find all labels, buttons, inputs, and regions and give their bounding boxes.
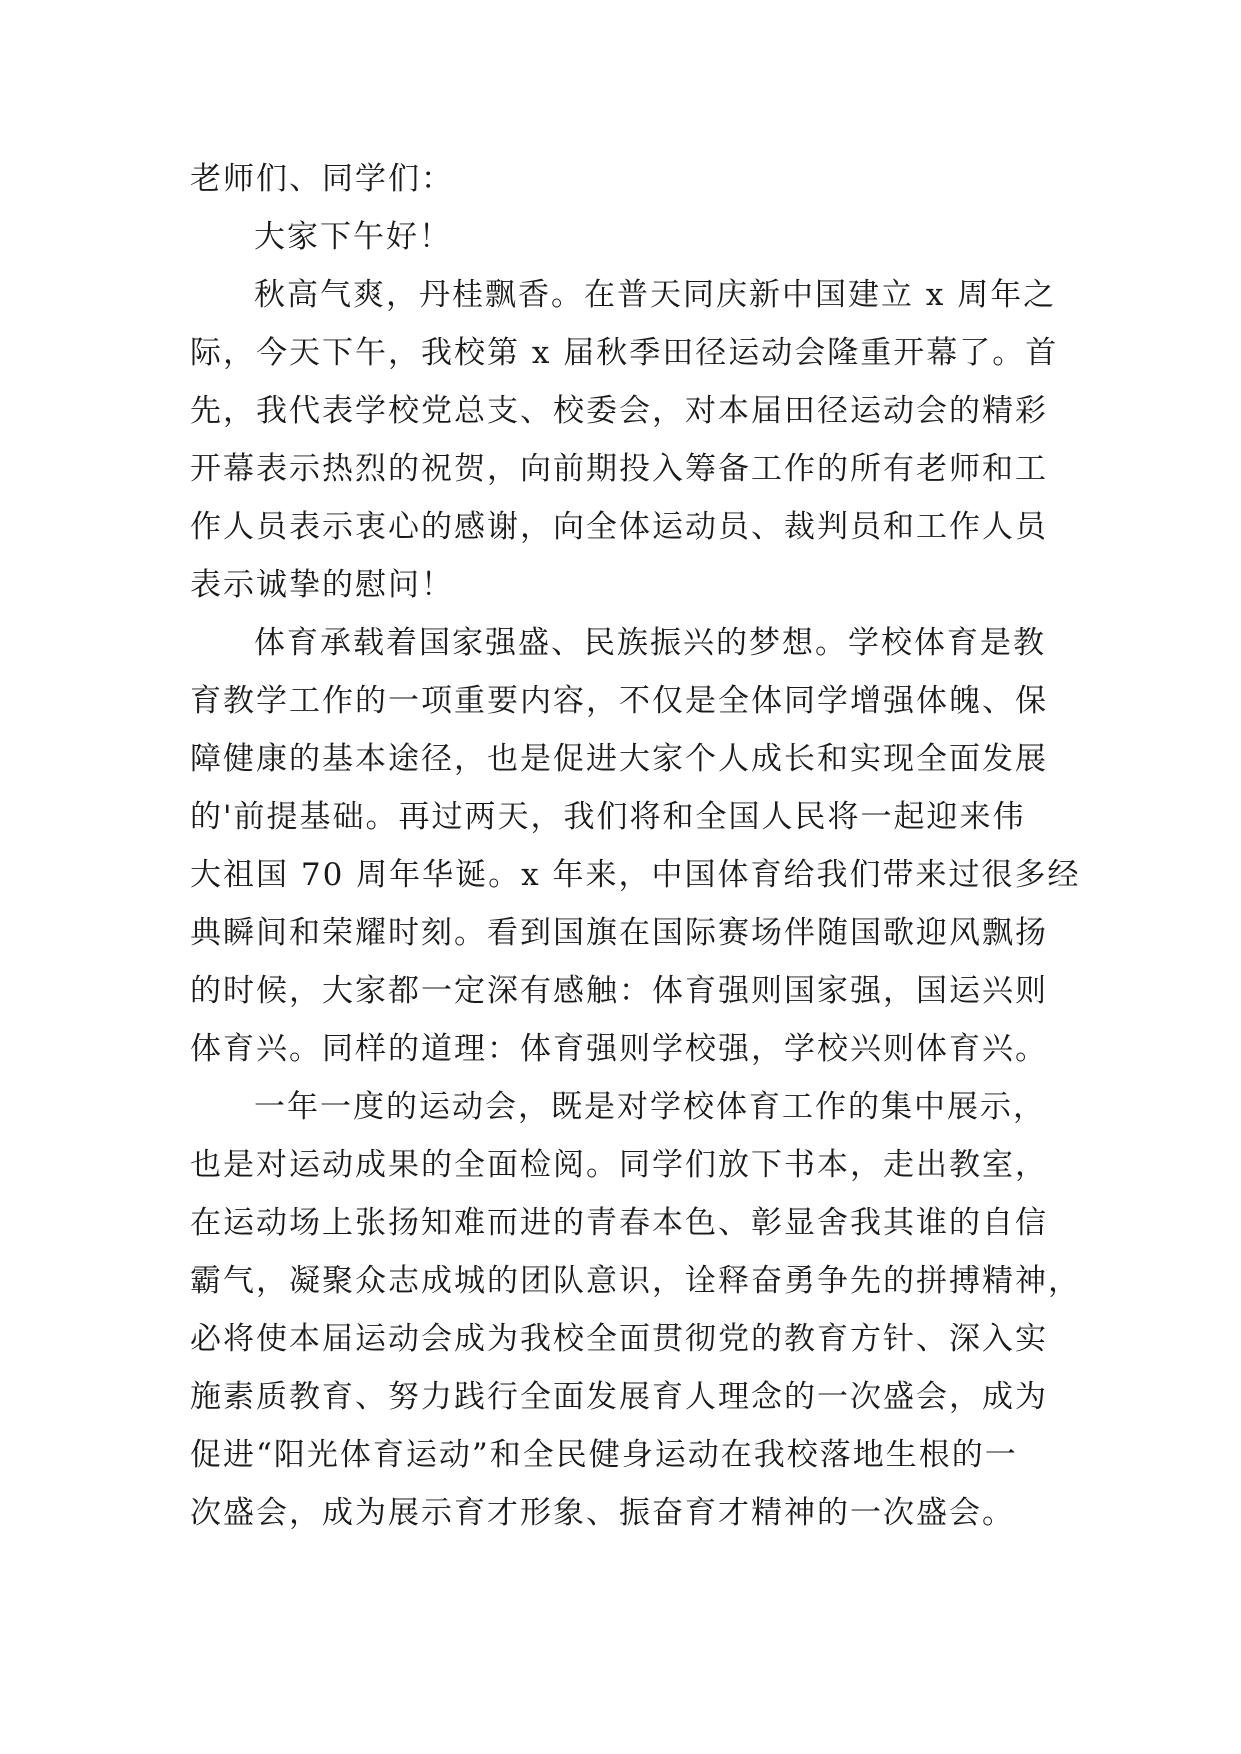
- paragraph-1-line: 先，我代表学校党总支、校委会，对本届田径运动会的精彩: [190, 393, 1048, 429]
- paragraph-3-line: 施素质教育、努力践行全面发展育人理念的一次盛会，成为: [190, 1379, 1048, 1415]
- salutation: 老师们、同学们：: [190, 161, 454, 197]
- paragraph-3-line: 必将使本届运动会成为我校全面贯彻党的教育方针、深入实: [190, 1321, 1048, 1357]
- paragraph-1-line: 际，今天下午，我校第 x 届秋季田径运动会隆重开幕了。首: [190, 335, 1059, 371]
- greeting: 大家下午好！: [254, 219, 452, 255]
- paragraph-2-line: 的时候，大家都一定深有感触：体育强则国家强，国运兴则: [190, 973, 1048, 1009]
- paragraph-2-line: 体育承载着国家强盛、民族振兴的梦想。学校体育是教: [254, 625, 1046, 661]
- speech-text: [190, 150, 1081, 1542]
- paragraph-2-line: 的'前提基础。再过两天，我们将和全国人民将一起迎来伟: [190, 799, 1026, 835]
- paragraph-3-line: 次盛会，成为展示育才形象、振奋育才精神的一次盛会。: [190, 1495, 1015, 1531]
- paragraph-3-line: 霸气，凝聚众志成城的团队意识，诠释奋勇争先的拼搏精神，: [190, 1263, 1081, 1299]
- paragraph-1-line: 作人员表示衷心的感谢，向全体运动员、裁判员和工作人员: [190, 509, 1048, 545]
- paragraph-2-line: 障健康的基本途径，也是促进大家个人成长和实现全面发展: [190, 741, 1048, 777]
- paragraph-2-line: 典瞬间和荣耀时刻。看到国旗在国际赛场伴随国歌迎风飘扬: [190, 915, 1048, 951]
- paragraph-1-line: 表示诚挚的慰问！: [190, 567, 454, 603]
- paragraph-1-line: 秋高气爽，丹桂飘香。在普天同庆新中国建立 x 周年之: [254, 277, 1057, 313]
- paragraph-2-line: 体育兴。同样的道理：体育强则学校强，学校兴则体育兴。: [190, 1031, 1048, 1067]
- paragraph-3-line: 促进“阳光体育运动”和全民健身运动在我校落地生根的一: [190, 1437, 1018, 1473]
- paragraph-2-line: 育教学工作的一项重要内容，不仅是全体同学增强体魄、保: [190, 683, 1048, 719]
- paragraph-1-line: 开幕表示热烈的祝贺，向前期投入筹备工作的所有老师和工: [190, 451, 1048, 487]
- paragraph-3-line: 在运动场上张扬知难而进的青春本色、彰显舍我其谁的自信: [190, 1205, 1048, 1241]
- paragraph-3-line: 也是对运动成果的全面检阅。同学们放下书本，走出教室，: [190, 1147, 1048, 1183]
- paragraph-3-line: 一年一度的运动会，既是对学校体育工作的集中展示，: [254, 1089, 1046, 1125]
- paragraph-2-line: 大祖国 70 周年华诞。x 年来，中国体育给我们带来过很多经: [190, 857, 1081, 893]
